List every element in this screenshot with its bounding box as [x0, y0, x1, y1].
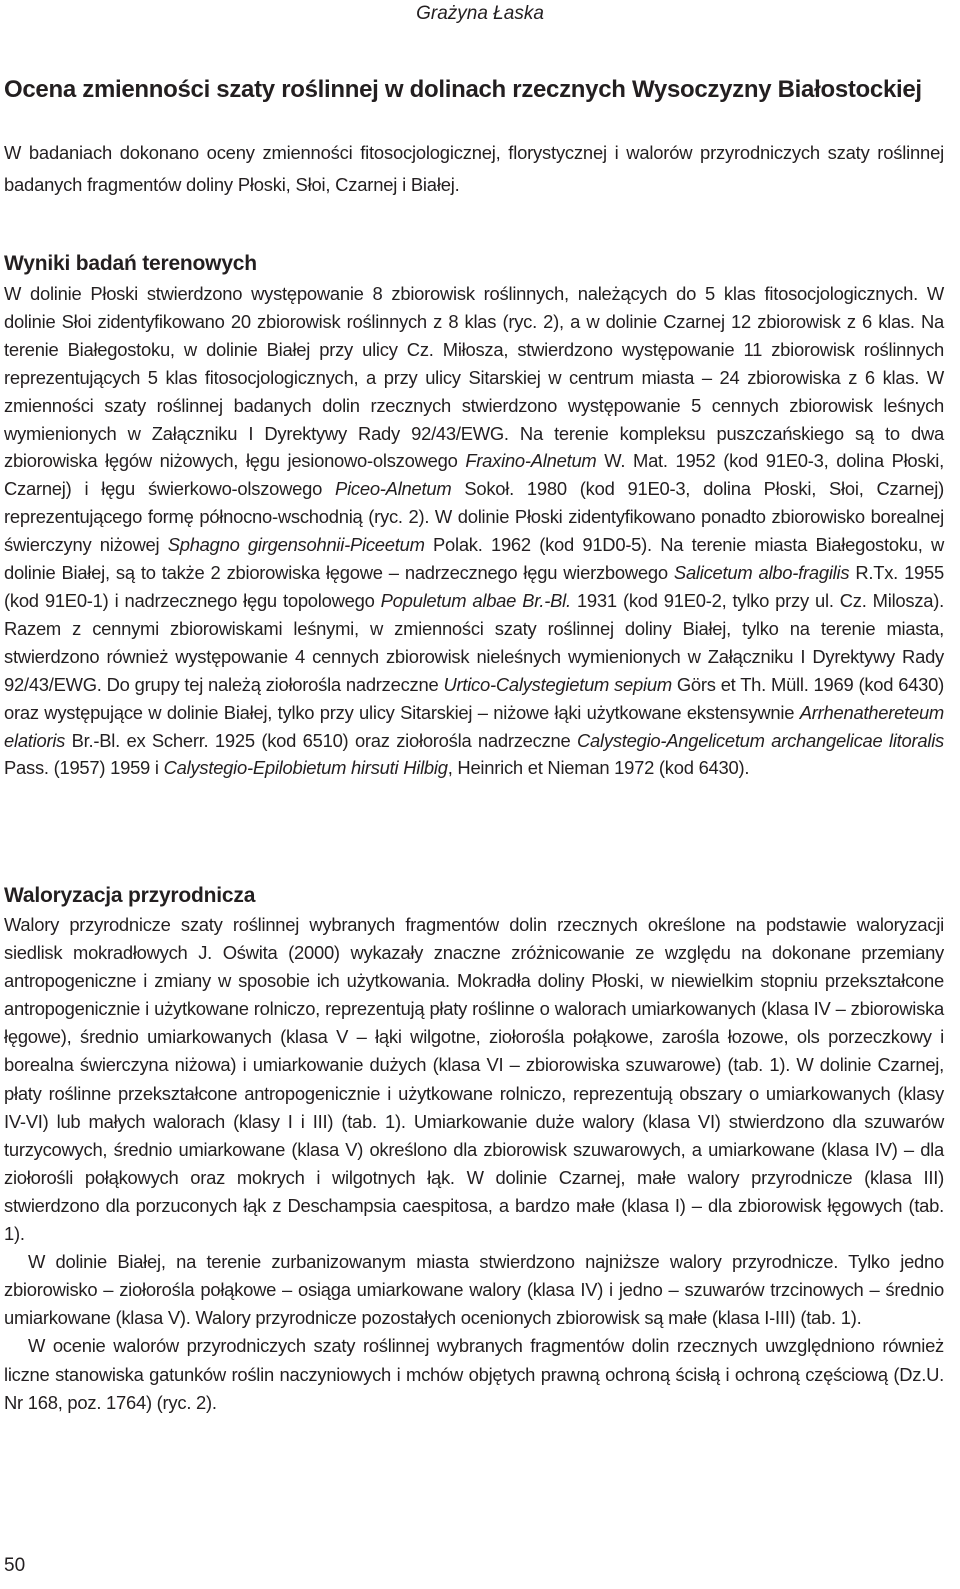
valuation-paragraph: W dolinie Białej, na terenie zurbanizowanym miasta stwierdzono najniższe walory przyrodnicze. Tylko jedno zbiorowisko – ziołorośla połąkowe – osiąga umiarkowane walory (klasa IV) i jedno – szuwarów trzcinowych – średnio umiarkowane (klasa V). Walory przyrodnicze pozostałych ocenionych zbiorowisk są małe (klasa I-III) (tab. 1).	[4, 1251, 944, 1329]
page-title: Ocena zmienności szaty roślinnej w dolinach rzecznych Wysoczyzny Białostockiej	[4, 76, 922, 103]
species-name: Piceo-Alnetum	[335, 478, 452, 500]
text-run: Pass. (1957) 1959 i	[4, 757, 164, 779]
text-run: R.Tx. 1955 (kod 91E0-1) i nadrzecznego łęgu topolowego	[4, 562, 944, 611]
intro-paragraph: W badaniach dokonano oceny zmienności fitosocjologicznej, florystycznej i walorów przyrodniczych szaty roślinnej badanych fragmentów doliny Płoski, Słoi, Czarnej i Białej.	[4, 142, 944, 195]
section-heading-field-results: Wyniki badań terenowych	[4, 252, 257, 275]
text-run: W. Mat. 1952 (kod 91E0-3, dolina Płoski, Czarnej) i łęgu świerkowo-olszowego	[4, 450, 944, 500]
page-number: 50	[4, 1555, 26, 1576]
species-name: Urtico-Calystegietum sepium	[443, 673, 672, 695]
species-name: Sphagno girgensohnii-Piceetum	[167, 534, 425, 556]
species-name: Populetum albae Br.-Bl.	[380, 589, 571, 611]
species-name: Calystegio-Angelicetum archangelicae litoralis	[577, 729, 944, 751]
text-run: , Heinrich et Nieman 1972 (kod 6430).	[447, 757, 750, 779]
author-name: Grażyna Łaska	[416, 3, 544, 24]
text-run: W dolinie Płoski stwierdzono występowanie 8 zbiorowisk roślinnych, należących do 5 klas fitosocjologicznych. W dolinie Słoi zidentyfikowano 20 zbiorowisk roślinnych z 8 klas (ryc. 2), a w dolinie Czarnej 12 zbiorowisk z 6 klas. Na terenie Białegostoku, w dolinie Białej przy ulicy Cz. Miłosza, stwierdzono występowanie 11 zbiorowisk roślinnych reprezentujących 5 klas fitosocjologicznych, a przy ulicy Sitarskiej w centrum miasta – 24 zbiorowiska z 6 klas. W zmienności szaty roślinnej badanych dolin rzecznych stwierdzono występowanie 5 cennych zbiorowisk leśnych wymienionych w Załączniku I Dyrektywy Rady 92/43/EWG. Na terenie kompleksu puszczańskiego są to dwa zbiorowiska łęgów niżowych, łęgu jesionowo-olszowego	[4, 283, 944, 472]
section-heading-valuation: Waloryzacja przyrodnicza	[4, 884, 256, 907]
text-run: Polak. 1962 (kod 91D0-5). Na terenie miasta Białegostoku, w dolinie Białej, są to także 2 zbiorowiska łęgowe – nadrzecznego łęgu wierzbowego	[4, 534, 944, 584]
text-run: Sokoł. 1980 (kod 91E0-3, dolina Płoski, Słoi, Czarnej) reprezentującego formę północno-wschodnią (ryc. 2). W dolinie Płoski zidentyfikowano ponadto zbiorowisko borealnej świerczyny niżowej	[4, 478, 944, 556]
species-name: Salicetum albo-fragilis	[673, 562, 850, 584]
field-results-paragraph	[4, 280, 944, 782]
species-name: Calystegio-Epilobietum hirsuti Hilbig	[163, 757, 448, 779]
valuation-paragraph: Walory przyrodnicze szaty roślinnej wybranych fragmentów dolin rzecznych określone na podstawie waloryzacji siedlisk mokradłowych J. Oświta (2000) wykazały znaczne zróżnicowanie ze względu na dokonane przemiany antropogeniczne i zmiany w sposobie ich użytkowania. Mokradła doliny Płoski, w niewielkim stopniu przekształcone antropogenicznie i użytkowane rolniczo, reprezentują płaty roślinne o walorach umiarkowanych (klasa IV – zbiorowiska łęgowe), średnio umiarkowanych (klasa V – łąki wilgotne, ziołorośla połąkowe, zarośla łozowe, ols porzeczkowy i borealna świerczyna niżowa) i umiarkowanie dużych (klasa VI – zbiorowiska szuwarowe) (tab. 1). W dolinie Czarnej, płaty roślinne przekształcone antropogenicznie i użytkowane rolniczo, reprezentują obszary o umiarkowanych (klasy IV-VI) lub małych walorach (klasy I i III) (tab. 1). Umiarkowanie duże walory (klasa VI) stwierdzono dla szuwarów turzycowych, średnio umiarkowane (klasa V) określono dla zbiorowisk szuwarowych, a umiarkowane (klasa IV) – dla ziołorośli połąkowych oraz mokrych i wilgotnych łąk. W dolinie Czarnej, małe walory przyrodnicze (klasa III) stwierdzono dla porzuconych łąk z Deschampsia caespitosa, a bardzo małe (klasa I) – dla zbiorowisk łęgowych (tab. 1).	[4, 914, 944, 1245]
text-run: 1931 (kod 91E0-2, tylko przy ul. Cz. Milosza). Razem z cennymi zbiorowiskami leśnymi, w zmienności szaty roślinnej doliny Białej, tylko na terenie miasta, stwierdzono również występowanie 4 cennych zbiorowisk nieleśnych wymienionych w Załączniku I Dyrektywy Rady 92/43/EWG. Do grupy tej należą ziołorośla nadrzeczne	[4, 589, 944, 695]
species-name: Arrhenathereteum elatioris	[4, 701, 944, 751]
valuation-paragraph: W ocenie walorów przyrodniczych szaty roślinnej wybranych fragmentów dolin rzecznych uwzględniono również liczne stanowiska gatunków roślin naczyniowych i mchów objętych prawną ochroną ścisłą i ochroną częściową (Dz.U. Nr 168, poz. 1764) (ryc. 2).	[4, 1335, 944, 1413]
species-name: Fraxino-Alnetum	[465, 450, 597, 472]
text-run: Görs et Th. Müll. 1969 (kod 6430) oraz występujące w dolinie Białej, tylko przy ulicy Sitarskiej – niżowe łąki użytkowane ekstensywnie	[4, 673, 944, 723]
valuation-body	[4, 911, 944, 1417]
text-run: Br.-Bl. ex Scherr. 1925 (kod 6510) oraz ziołorośla nadrzeczne	[65, 729, 578, 751]
